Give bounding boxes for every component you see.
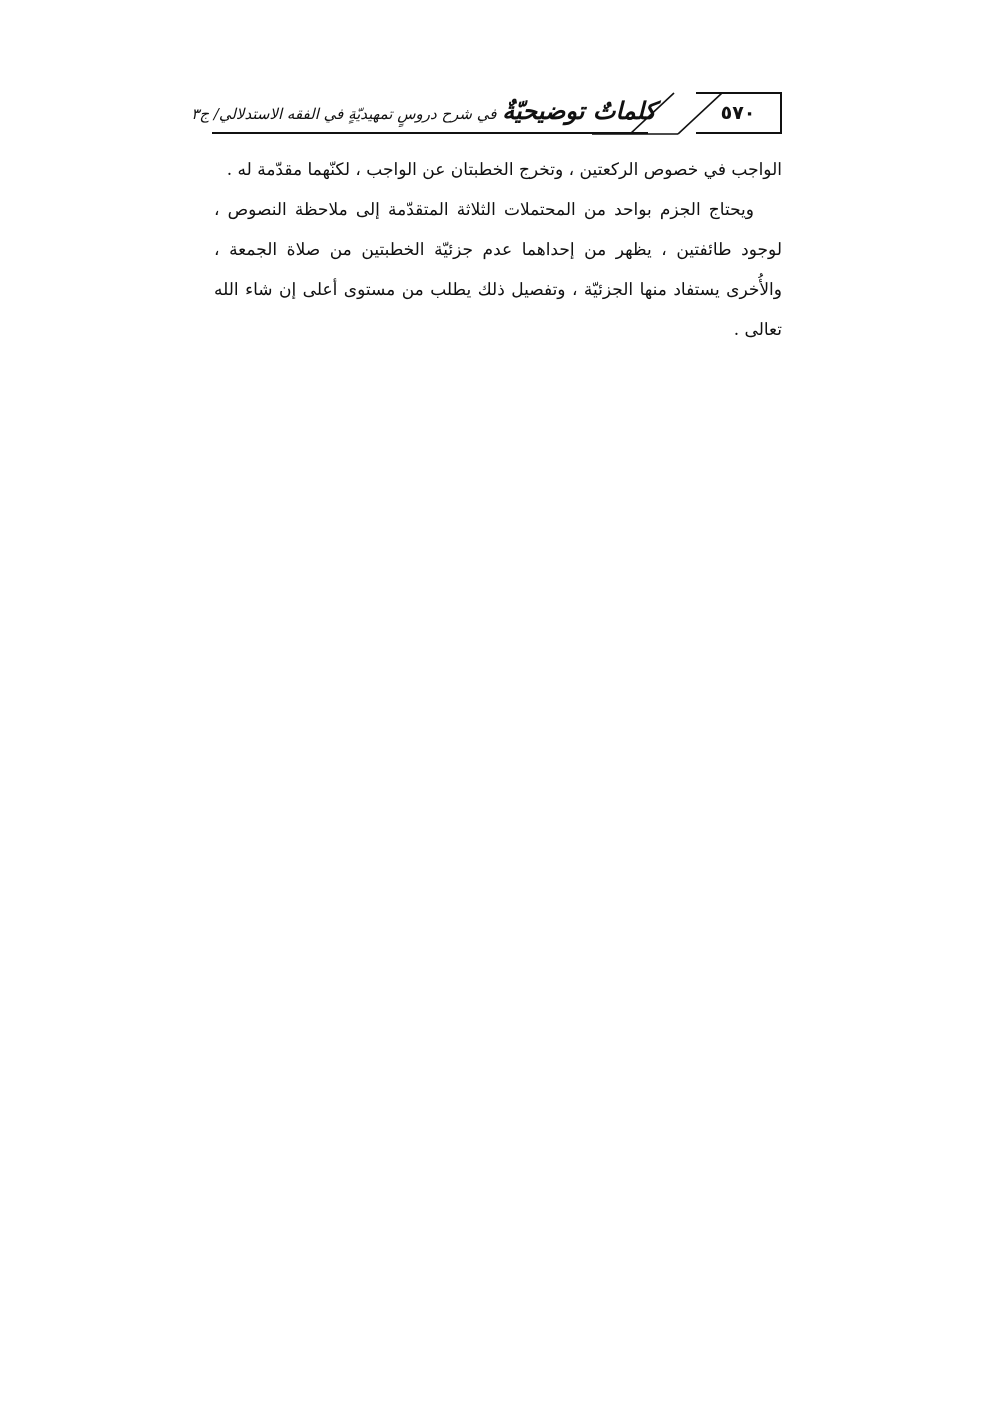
main-text xyxy=(214,150,782,350)
page-number: ٥٧٠ xyxy=(696,92,782,134)
book-title: كلماتٌ توضيحيّةٌ xyxy=(502,96,656,125)
book-subtitle: في شرح دروسٍ تمهيديّةٍ في الفقه الاستدلالي/ ج٣ xyxy=(191,105,497,123)
running-header xyxy=(191,92,782,136)
running-title xyxy=(191,94,656,128)
paragraph: الواجب في خصوص الركعتين ، وتخرج الخطبتان عن الواجب ، لكنّهما مقدّمة له . xyxy=(226,160,782,180)
paragraph: ويحتاج الجزم بواحد من المحتملات الثلاثة المتقدّمة إلى ملاحظة النصوص ، لوجود طائفتين ، يظهر من إحداهما عدم جزئيّة الخطبتين من صلاة الجمعة ، والأُخرى يستفاد منها الجزئيّة ، وتفصيل ذلك يطلب من مستوى أعلى إن شاء الله تعالى . xyxy=(214,200,782,340)
header-rule xyxy=(212,132,648,134)
